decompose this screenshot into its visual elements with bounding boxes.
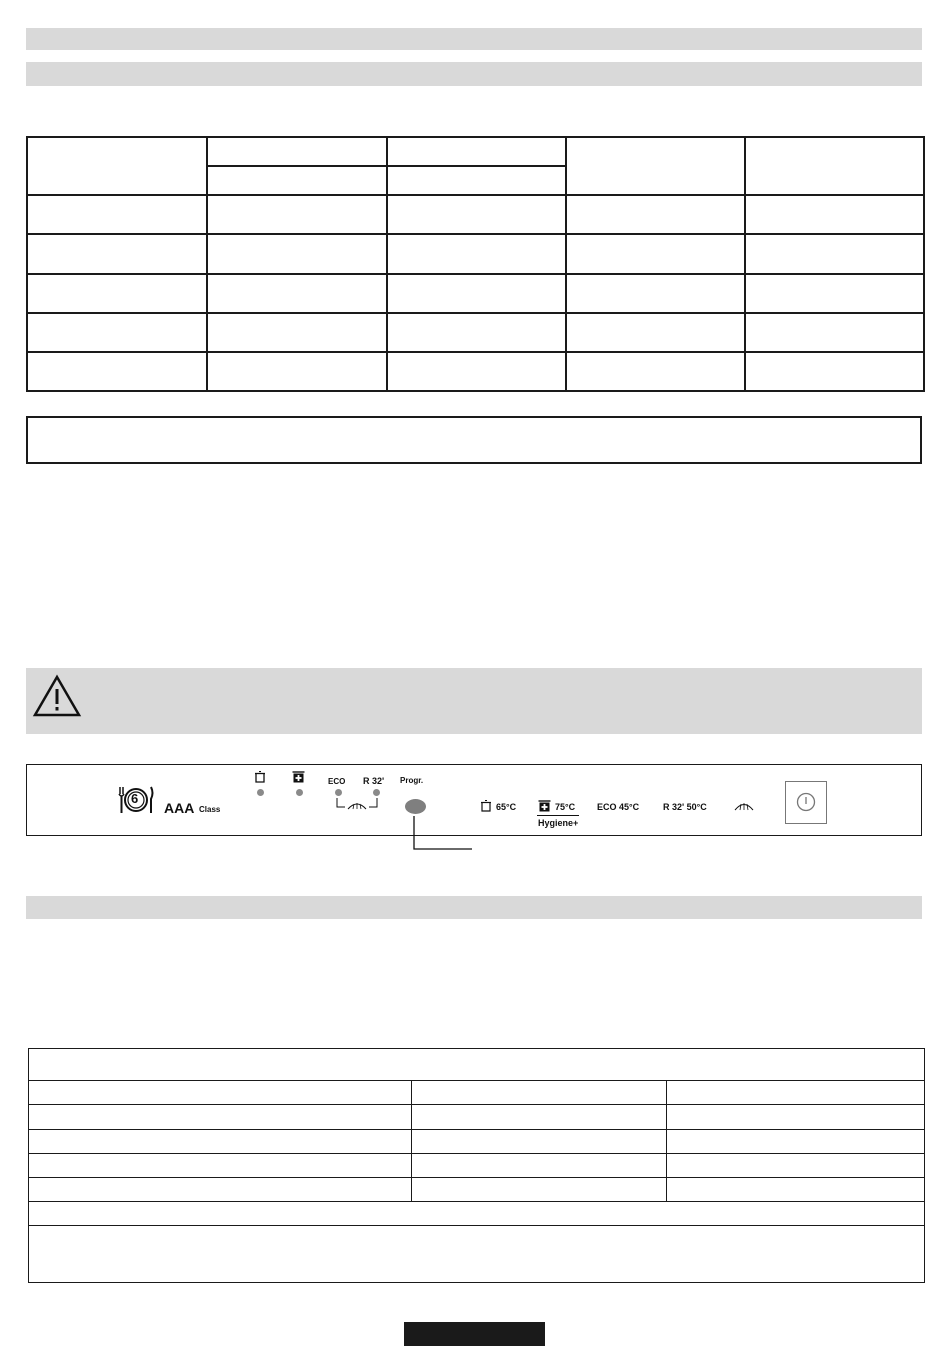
table-footnote-cell [29,1226,925,1283]
table-header-cell [27,137,207,195]
section-header-bar-3 [26,896,922,919]
warning-triangle-icon [32,674,82,718]
table-subheader-cell [207,166,387,195]
warning-bar [26,668,922,734]
pot-icon [254,771,266,783]
led-indicator [257,789,264,796]
hygiene-pot-icon [292,771,305,783]
hygiene-label: Hygiene+ [538,818,579,828]
hygiene-underline [537,815,579,816]
table-note-cell [29,1202,925,1226]
pointer-line [410,816,474,854]
table-row [27,234,924,274]
led-indicator [335,789,342,796]
hygiene-pot-icon [538,800,551,812]
data-table [28,1048,925,1283]
page-footer-bar [404,1322,545,1346]
table-subheader-cell [387,166,566,195]
table-row [29,1178,925,1202]
table-row [27,313,924,352]
power-icon [796,792,816,812]
table-header-cell [566,137,745,195]
table-row [29,1081,925,1105]
table-row [27,195,924,234]
rapid-32-label: R 32' [363,776,385,786]
energy-class-suffix: Class [199,805,221,814]
rinse-icon [733,799,755,811]
section-header-bar-2 [26,62,922,86]
power-button[interactable] [785,781,827,824]
table-header-cell [207,137,387,166]
led-indicator [296,789,303,796]
place-settings-number: 6 [131,791,139,806]
table-row [29,1130,925,1154]
program-label-eco-45: ECO 45°C [597,802,640,812]
table-row [27,274,924,313]
table-row [29,1154,925,1178]
rinse-icon [335,797,379,813]
section-header-bar-1 [26,28,922,50]
progr-label: Progr. [400,776,424,785]
table-header-cell [745,137,924,195]
table-header-cell [387,137,566,166]
programme-table [26,136,925,392]
program-label-75: 75°C [555,802,576,812]
energy-class-label: AAA [164,800,195,816]
note-box [26,416,922,464]
eco-label: ECO [328,777,346,786]
program-label-65: 65°C [496,802,517,812]
table-row [29,1105,925,1130]
table-row [27,352,924,391]
progr-button[interactable] [405,799,426,814]
program-label-rapid-50: R 32' 50°C [663,802,707,812]
control-panel [26,764,922,836]
led-indicator [373,789,380,796]
table-title-cell [29,1049,925,1081]
pot-icon [480,800,492,812]
